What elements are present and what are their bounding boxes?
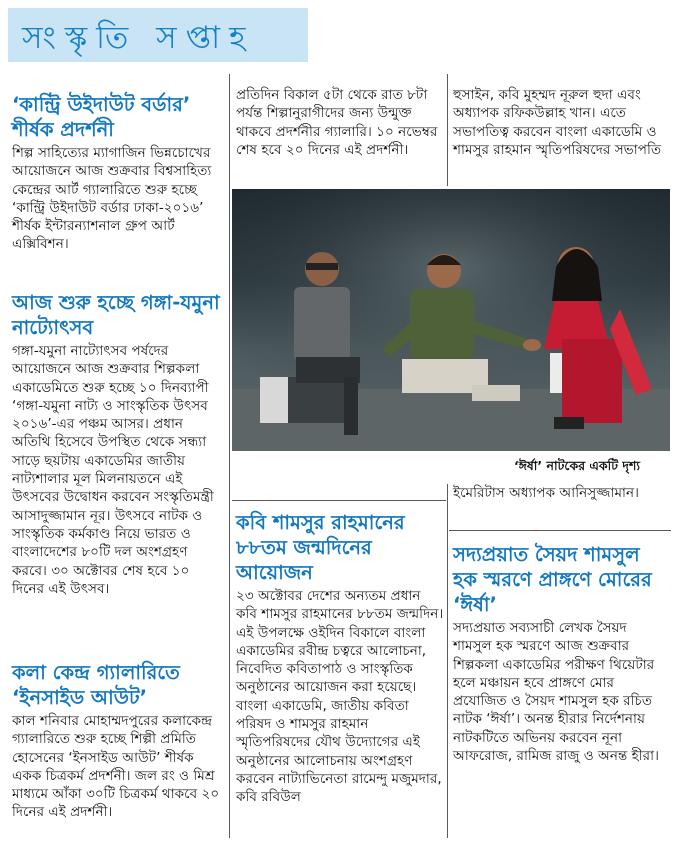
body-country-without-border: শিল্প সাহিত্যের ম্যাগাজিন ভিন্নচোখের আয়োজনে আজ শুক্রবার বিশ্বসাহিত্য কেন্দ্রের আর্ট গ্যালারিতে শুরু হচ্ছে ‘কান্ট্রি উইদাউট বর্ডার ঢাকা-২০১৬’ শীর্ষক ইন্টারন্যাশনাল গ্রুপ আর্ট এক্সিবিশন।: [12, 145, 212, 253]
article-inside-out: [12, 660, 224, 822]
column-divider-lower: [447, 484, 448, 838]
body-ganga-jamuna: গঙ্গা-যমুনা নাট্যোৎসব পর্ষদের আয়োজনে আজ শুক্রবার শিল্পকলা একাডেমিতে শুরু হচ্ছে ১০ দিনব্যাপী ‘গঙ্গা-যমুনা নাট্য ও সাংস্কৃতিক উৎসব ২০১৬’-এর পঞ্চম আসর। প্রধান অতিথি হিসেবে উপস্থিত থেকে সন্ধ্যা সাড়ে ছয়টায় একাডেমির জাতীয় নাট্যশালার মূল মিলনায়তনে এই উৎসবের উদ্বোধন করবেন সংস্কৃতিমন্ত্রী আসাদুজ্জামান নূর। উৎসবে নাটক ও সাংস্কৃতিক কর্মকাণ্ড নিয়ে ভারত ও বাংলাদেশের ৮০টি দল অংশগ্রহণ করবে। ৩০ অক্টোবর শেষ হবে ১০ দিনের এই উৎসব।: [12, 343, 214, 597]
article-irsha-play: [453, 542, 669, 765]
article-shamsur-rahman-birthday: [236, 510, 444, 807]
headline-irsha-play: সদ্যপ্রয়াত সৈয়দ শামসুল হক স্মরণে প্রাঙ্গণে মোরের ‘ঈর্ষা’: [453, 543, 652, 616]
body-inside-out: কাল শনিবার মোহাম্মদপুরের কলাকেন্দ্র গ্যালারিতে শুরু হচ্ছে শিল্পী প্রমিতি হোসেনের ‘ইনসাইড আউট’ শীর্ষক একক চিত্রকর্ম প্রদর্শনী। জল রং ও মিশ্র মাধ্যমে আঁকা ৩০টি চিত্রকর্ম থাকবে ২০ দিনের এই প্রদর্শনী।: [12, 713, 220, 821]
continuation-emeritus: [453, 484, 669, 502]
continuation-exhibition-hours: [236, 86, 442, 159]
photo-caption: ‘ঈর্ষা’ নাটকের একটি দৃশ্য: [514, 458, 640, 473]
section-banner: [8, 8, 308, 62]
headline-inside-out: কলা কেন্দ্র গ্যালারিতে ‘ইনসাইড আউট’: [12, 661, 180, 709]
column-divider-left: [229, 74, 230, 838]
continuation-emeritus-text: ইমেরিটাস অধ্যাপক আনিসুজ্জামান।: [453, 485, 639, 501]
headline-ganga-jamuna: আজ শুরু হচ্ছে গঙ্গা-যমুনা নাট্যোৎসব: [12, 291, 220, 339]
divider-right-lower: [449, 530, 671, 531]
photo-irsha-scene: [232, 189, 670, 451]
section-title: সংস্কৃতি সপ্তাহ: [22, 20, 255, 56]
body-shamsur-rahman-birthday: ২৩ অক্টোবর দেশের অন্যতম প্রধান কবি শামসুর রাহমানের ৮৮তম জন্মদিন। এই উপলক্ষে ওইদিন বিকালে বাংলা একাডেমির রবীন্দ্র চত্বরে আলোচনা, নিবেদিত কবিতাপাঠ ও সাংস্কৃতিক অনুষ্ঠানের আয়োজন করা হয়েছে। বাংলা একাডেমি, জাতীয় কবিতা পরিষদ ও শামসুর রাহমান স্মৃতিপরিষদের যৌথ উদ্যোগের এই অনুষ্ঠানের আলোচনায় অংশগ্রহণ করবেন নাট্যাভিনেতা রামেন্দু মজুমদার, কবি রবিউল: [236, 588, 444, 806]
stage-scene-illustration: [232, 189, 670, 451]
headline-shamsur-rahman-birthday: কবি শামসুর রাহমানের ৮৮তম জন্মদিনের আয়োজন: [236, 511, 405, 584]
headline-country-without-border: ‘কান্ট্রি উইদাউট বর্ডার’ শীর্ষক প্রদর্শনী: [12, 93, 191, 141]
divider-under-photo: [232, 500, 446, 501]
article-ganga-jamuna: [12, 290, 224, 598]
continuation-exhibition-hours-text: প্রতিদিন বিকাল ৫টা থেকে রাত ৮টা পর্যন্ত শিল্পানুরাগীদের জন্য উন্মুক্ত থাকবে প্রদর্শনীর গ্যালারি। ১০ নভেম্বর শেষ হবে ২০ দিনের এই প্রদর্শনী।: [236, 87, 438, 158]
column-divider-right: [447, 74, 448, 186]
continuation-shamsur-guests-text: হুসাইন, কবি মুহম্মদ নূরুল হুদা এবং অধ্যাপক রফিকউল্লাহ খান। এতে সভাপতিত্ব করবেন বাংলা একাডেমি ও শামসুর রাহমান স্মৃতিপরিষদের সভাপতি: [453, 87, 662, 158]
body-irsha-play: সদ্যপ্রয়াত সব্যসাচী লেখক সৈয়দ শামসুল হক স্মরণে আজ শুক্রবার শিল্পকলা একাডেমির পরীক্ষণ থিয়েটার হলে মঞ্চায়ন হবে প্রাঙ্গণে মোর প্রযোজিত ও সৈয়দ শামসুল হক রচিত নাটক ‘ঈর্ষা’। অনন্ত হীরার নির্দেশনায় নাটকটিতে অভিনয় করবেন নূনা আফরোজ, রামিজ রাজু ও অনন্ত হীরা।: [453, 620, 659, 765]
continuation-shamsur-guests: [453, 86, 669, 159]
article-country-without-border: [12, 92, 224, 254]
